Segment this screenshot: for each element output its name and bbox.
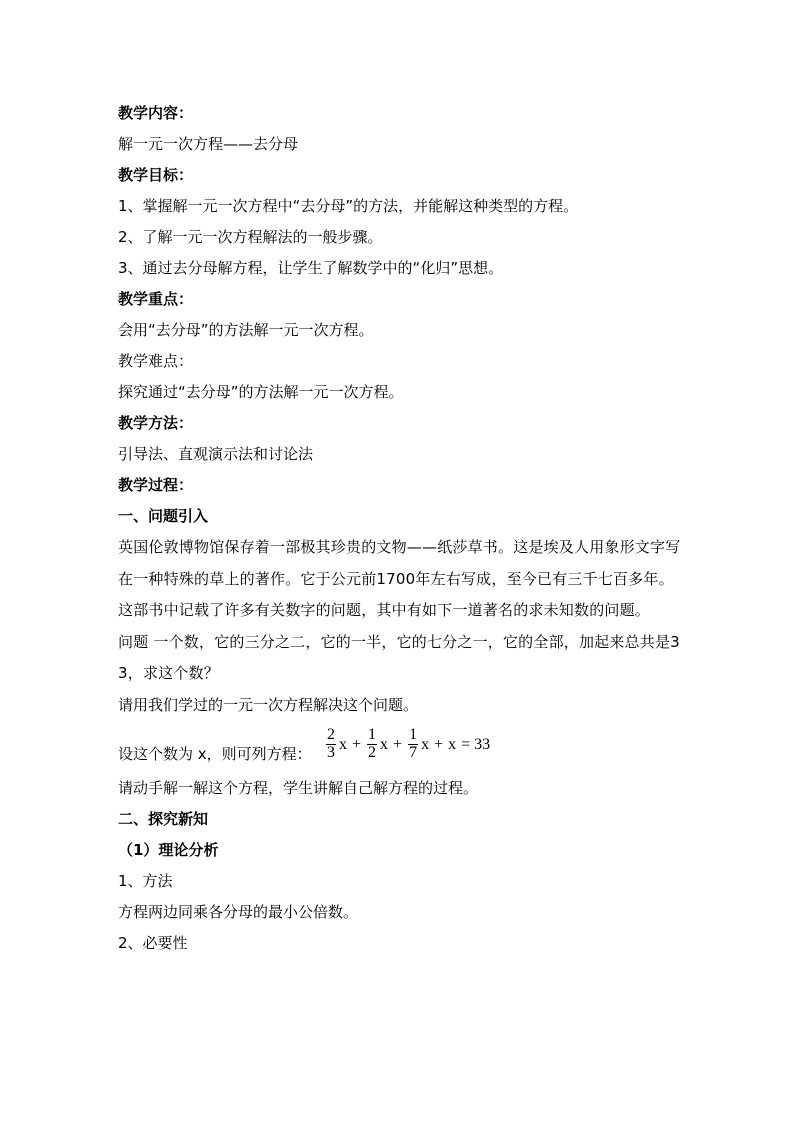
method-text: 方程两边同乘各分母的最小公倍数。 bbox=[118, 902, 359, 921]
paragraph-problem: 问题 一个数，它的三分之二，它的一半，它的七分之一，它的全部，加起来总共是33，求这个数？ bbox=[118, 632, 680, 682]
fraction-two-thirds: $\frac{2}{3}$ bbox=[327, 726, 335, 761]
item-method: 1、方法 bbox=[118, 871, 173, 890]
equation-rhs: 33 bbox=[474, 735, 491, 753]
equation: $\frac{2}{3}$ x + $\frac{1}{2}$ x + $\frac{1}{7}$ x + x = 33 bbox=[327, 726, 491, 761]
heading-difficulty: 教学难点： bbox=[118, 352, 194, 370]
subsection-theory: （1）理论分析 bbox=[118, 840, 219, 859]
equation-row bbox=[118, 721, 688, 773]
heading-teaching-process: 教学过程： bbox=[118, 476, 194, 494]
heading-key-point: 教学重点： bbox=[118, 290, 194, 308]
teaching-method-text: 引导法、直观演示法和讨论法 bbox=[118, 445, 314, 463]
goal-1: 1、掌握解一元一次方程中“去分母”的方法，并能解这种类型的方程。 bbox=[118, 197, 579, 215]
fraction-one-half: $\frac{1}{2}$ bbox=[368, 726, 377, 761]
item-necessity: 2、必要性 bbox=[118, 933, 188, 952]
paragraph-papyrus: 英国伦敦博物馆保存着一部极其珍贵的文物——纸莎草书。这是埃及人用象形文字写在一种特殊的草上的著作。它于公元前1700年左右写成，至今已有三千七百多年。这部书中记载了许多有关数字的问题，其中有如下一道著名的求未知数的问题。 bbox=[118, 538, 681, 619]
teaching-content-text: 解一元一次方程——去分母 bbox=[118, 135, 299, 153]
difficulty-text: 探究通过“去分母”的方法解一元一次方程。 bbox=[118, 383, 404, 401]
key-point-text: 会用“去分母”的方法解一元一次方程。 bbox=[118, 321, 374, 339]
document-content bbox=[118, 98, 688, 959]
heading-teaching-method: 教学方法： bbox=[118, 414, 194, 432]
section-problem-intro: 一、问题引入 bbox=[118, 507, 209, 525]
goal-3: 3、通过去分母解方程，让学生了解数学中的“化归”思想。 bbox=[118, 259, 504, 277]
heading-teaching-goals: 教学目标： bbox=[118, 166, 194, 184]
prompt-students-explain: 请动手解一解这个方程，学生讲解自己解方程的过程。 bbox=[118, 778, 479, 797]
equation-intro: 设这个数为 x，则可列方程： bbox=[118, 744, 312, 763]
fraction-one-seventh: $\frac{1}{7}$ bbox=[409, 726, 418, 761]
section-explore-new: 二、探究新知 bbox=[118, 809, 209, 828]
heading-teaching-content: 教学内容： bbox=[118, 104, 194, 122]
goal-2: 2、了解一元一次方程解法的一般步骤。 bbox=[118, 228, 383, 246]
prompt-solve: 请用我们学过的一元一次方程解决这个问题。 bbox=[118, 695, 419, 714]
